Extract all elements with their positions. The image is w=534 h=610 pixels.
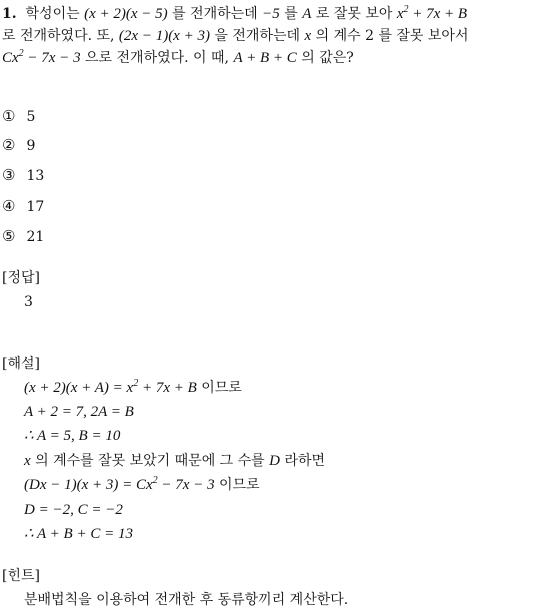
- choice-1[interactable]: [2, 106, 35, 126]
- explanation-label: [해설]: [2, 356, 40, 372]
- math-expression: ∴ A = 5, B = 10: [24, 428, 121, 444]
- math-expression: A + 2 = 7, 2A = B: [24, 404, 134, 420]
- question-text: 으로 전개하였다. 이 때,: [85, 50, 229, 66]
- question-text: 을 전개하는데: [214, 28, 301, 44]
- math-expression: $(Dx - 1)(x + 3) = Cx^2 - 7x - 3$: [24, 475, 215, 493]
- question-text: 로 잘못 보아: [315, 6, 393, 22]
- math-expression: ∴ A + B + C = 13: [24, 526, 133, 542]
- choice-4[interactable]: [2, 196, 44, 216]
- choice-mark: ⑤: [2, 227, 16, 245]
- math-expression: $x^2 + 7x + B$: [396, 4, 468, 22]
- explanation-line-6: [24, 500, 123, 520]
- answer-value: 3: [24, 294, 33, 310]
- question-line-2: [2, 26, 468, 46]
- choice-mark: ②: [2, 136, 16, 154]
- question-number: 1.: [2, 6, 17, 22]
- hint-label: [힌트]: [2, 568, 40, 584]
- explanation-line-2: [24, 402, 134, 422]
- choice-text: 21: [26, 229, 45, 245]
- question-line-3: [2, 48, 354, 68]
- choice-mark: ④: [2, 197, 16, 215]
- choice-mark: ③: [2, 166, 16, 184]
- explanation-text: 이므로: [201, 380, 242, 396]
- math-expression: (x + 2)(x − 5): [84, 6, 168, 22]
- math-expression: A + B + C: [233, 50, 297, 66]
- question-text: 학성이는: [25, 6, 80, 22]
- math-expression: $(x + 2)(x + A) = x^2 + 7x + B$: [24, 378, 197, 396]
- hint-text: 분배법칙을 이용하여 전개한 후 동류항끼리 계산한다.: [24, 592, 349, 608]
- math-expression: x: [304, 28, 312, 44]
- math-expression: D: [269, 453, 280, 469]
- question-text: 로 전개하였다. 또,: [2, 28, 115, 44]
- choice-text: 9: [26, 138, 36, 154]
- choice-5[interactable]: [2, 226, 44, 246]
- explanation-line-1: [24, 378, 242, 398]
- explanation-line-4: [24, 451, 325, 471]
- explanation-line-3: [24, 426, 120, 446]
- choice-text: 13: [26, 168, 45, 184]
- math-expression: −5: [262, 6, 280, 22]
- question-text: 의 값은?: [301, 50, 354, 66]
- choice-3[interactable]: [2, 165, 44, 185]
- question-line-1: [2, 4, 467, 24]
- choice-mark: ①: [2, 107, 16, 125]
- math-expression: D = −2, C = −2: [24, 502, 123, 518]
- question-text: 의 계수 2 를 잘못 보아서: [315, 28, 469, 44]
- explanation-line-7: [24, 524, 133, 544]
- math-expression: (2x − 1)(x + 3): [118, 28, 210, 44]
- choice-text: 17: [26, 199, 45, 215]
- explanation-text: 이므로: [219, 477, 260, 493]
- explanation-text: 의 계수를 잘못 보았기 때문에 그 수를: [35, 453, 265, 469]
- math-expression: $Cx^2 - 7x - 3$: [2, 48, 81, 66]
- explanation-text: 라하면: [284, 453, 326, 469]
- math-expression: A: [302, 6, 312, 22]
- answer-label: [정답]: [2, 270, 40, 286]
- explanation-line-5: [24, 475, 260, 495]
- question-text: 를 전개하는데: [172, 6, 258, 22]
- choice-text: 5: [26, 109, 36, 125]
- choice-2[interactable]: [2, 135, 35, 155]
- question-text: 를: [284, 6, 298, 22]
- math-expression: x: [24, 453, 31, 469]
